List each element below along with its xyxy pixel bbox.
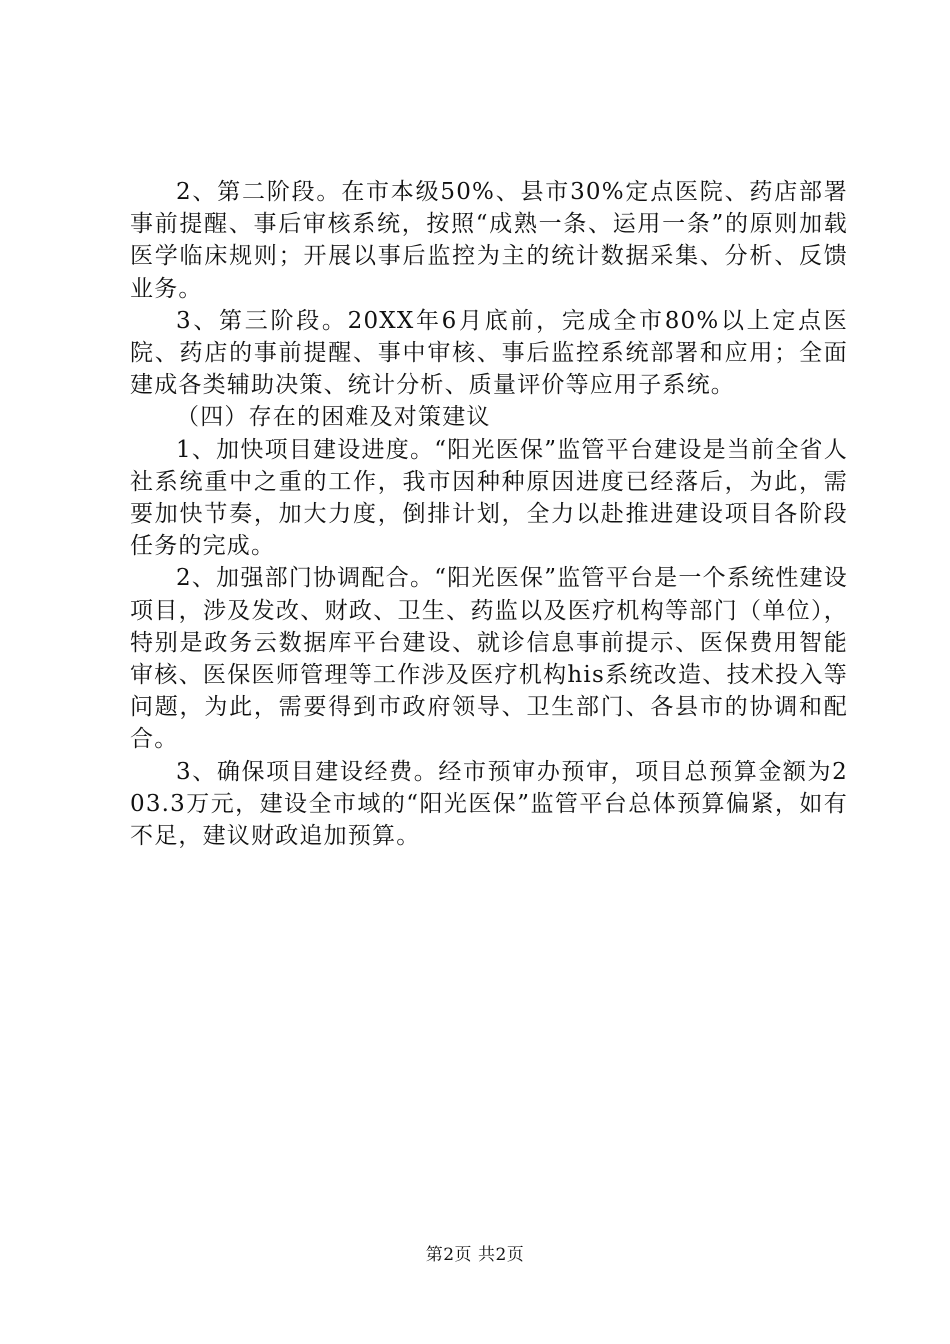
paragraph-speed-up-progress: 1、加快项目建设进度。“阳光医保”监管平台建设是当前全省人社系统重中之重的工作，我市因种种原因进度已经落后，为此，需要加快节奏，加大力度，倒排计划，全力以赴推进建设项目各阶段任务的完成。 [130,436,848,560]
paragraph-funding: 3、确保项目建设经费。经市预审办预审，项目总预算金额为203.3万元，建设全市域的“阳光医保”监管平台总体预算偏紧，如有不足，建议财政追加预算。 [130,758,848,850]
page-number-footer: 第2页 共2页 [425,1245,525,1265]
paragraph-coordination: 2、加强部门协调配合。“阳光医保”监管平台是一个系统性建设项目，涉及发改、财政、卫生、药监以及医疗机构等部门（单位），特别是政务云数据库平台建设、就诊信息事前提示、医保费用智能审核、医保医师管理等工作涉及医疗机构his系统改造、技术投入等问题，为此，需要得到市政府领导、卫生部门、各县市的协调和配合。 [130,565,848,753]
document-body [130,176,848,852]
paragraph-phase-two: 2、第二阶段。在市本级50%、县市30%定点医院、药店部署事前提醒、事后审核系统，按照“成熟一条、运用一条”的原则加载医学临床规则；开展以事后监控为主的统计数据采集、分析、反馈业务。 [130,179,848,302]
paragraph-phase-three: 3、第三阶段。20XX年6月底前，完成全市80%以上定点医院、药店的事前提醒、事中审核、事后监控系统部署和应用；全面建成各类辅助决策、统计分析、质量评价等应用子系统。 [130,307,848,399]
section-heading-difficulties: （四）存在的困难及对策建议 [176,404,491,431]
